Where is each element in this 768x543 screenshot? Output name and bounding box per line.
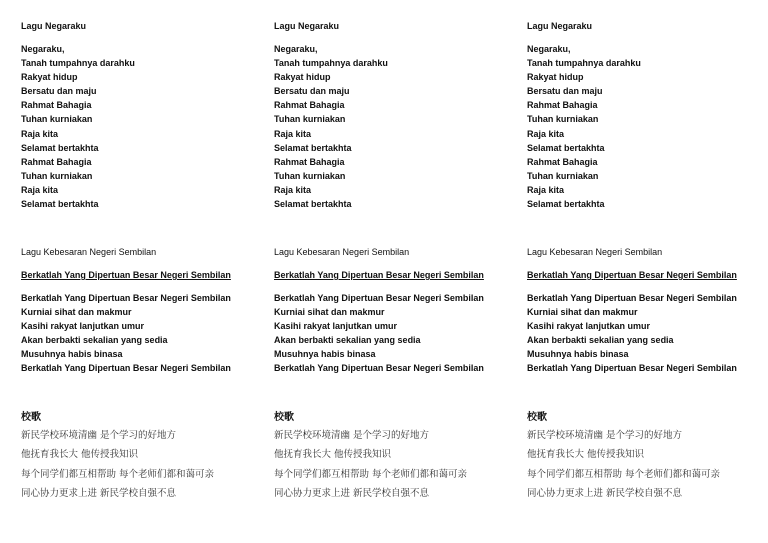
lyric-line: Rahmat Bahagia bbox=[21, 156, 92, 167]
anthem-lyrics bbox=[274, 42, 388, 211]
lyric-line: Raja kita bbox=[21, 184, 59, 195]
school-song-title: 校歌 bbox=[274, 412, 294, 423]
lyric-line: Tuhan kurniakan bbox=[21, 114, 93, 125]
lyric-line: 同心协力更求上进 新民学校自强不息 bbox=[274, 487, 430, 499]
lyric-line: Rahmat Bahagia bbox=[527, 156, 598, 167]
lyric-line: Akan berbakti sekalian yang sedia bbox=[274, 335, 421, 346]
lyric-line: Rahmat Bahagia bbox=[21, 100, 92, 111]
lyric-line: Bersatu dan maju bbox=[527, 86, 603, 97]
lyric-line: Berkatlah Yang Dipertuan Besar Negeri Sembilan bbox=[274, 293, 484, 303]
lyric-line: Musuhnya habis binasa bbox=[527, 349, 629, 360]
lyric-line: Selamat bertakhta bbox=[21, 199, 99, 210]
lyric-line: Selamat bertakhta bbox=[274, 199, 352, 210]
lyric-line: Rahmat Bahagia bbox=[527, 100, 598, 111]
state-anthem-lyrics bbox=[21, 291, 231, 376]
lyric-line: 每个同学们都互相帮助 每个老师们都和蔼可亲 bbox=[21, 468, 215, 480]
lyric-line: Bersatu dan maju bbox=[21, 86, 97, 97]
lyric-line: 新民学校环境清幽 是个学习的好地方 bbox=[527, 430, 683, 441]
school-song-title: 校歌 bbox=[527, 412, 547, 423]
lyric-line: Berkatlah Yang Dipertuan Besar Negeri Sembilan bbox=[21, 363, 231, 374]
anthem-lyrics bbox=[21, 42, 135, 211]
lyric-line: Raja kita bbox=[527, 128, 565, 139]
anthem-title: Lagu Negaraku bbox=[274, 21, 340, 31]
lyric-line: Negaraku, bbox=[274, 44, 318, 54]
state-anthem-title: Lagu Kebesaran Negeri Sembilan bbox=[274, 247, 410, 257]
lyric-line: Raja kita bbox=[527, 184, 565, 195]
lyric-line: Tanah tumpahnya darahku bbox=[21, 58, 135, 69]
lyric-line: 新民学校环境清幽 是个学习的好地方 bbox=[21, 430, 177, 441]
lyric-line: 新民学校环境清幽 是个学习的好地方 bbox=[274, 430, 430, 441]
state-anthem-lyrics bbox=[274, 291, 484, 376]
lyric-line: Tuhan kurniakan bbox=[274, 114, 346, 125]
lyric-line: Tuhan kurniakan bbox=[21, 170, 93, 181]
lyric-line: Negaraku, bbox=[527, 44, 571, 54]
school-song-lyrics bbox=[527, 426, 720, 503]
school-song-lyrics bbox=[21, 426, 214, 503]
school-song-lyrics bbox=[274, 426, 467, 503]
lyric-line: Selamat bertakhta bbox=[527, 142, 605, 153]
lyric-line: 他抚育我长大 他传授我知识 bbox=[274, 449, 392, 461]
anthem-title: Lagu Negaraku bbox=[527, 21, 593, 31]
lyric-line: Tuhan kurniakan bbox=[274, 170, 346, 181]
lyric-line: Rakyat hidup bbox=[274, 72, 331, 83]
anthem-lyrics bbox=[527, 42, 641, 211]
lyric-line: Berkatlah Yang Dipertuan Besar Negeri Sembilan bbox=[527, 363, 737, 374]
lyric-line: Musuhnya habis binasa bbox=[274, 349, 376, 360]
lyric-line: 同心协力更求上进 新民学校自强不息 bbox=[21, 487, 177, 499]
lyric-line: Berkatlah Yang Dipertuan Besar Negeri Sembilan bbox=[21, 293, 231, 303]
lyric-line: Tuhan kurniakan bbox=[527, 170, 599, 181]
lyric-line: Kasihi rakyat lanjutkan umur bbox=[527, 321, 651, 332]
state-anthem-subtitle: Berkatlah Yang Dipertuan Besar Negeri Sembilan bbox=[21, 270, 231, 280]
lyric-line: Rahmat Bahagia bbox=[274, 100, 345, 111]
state-anthem-subtitle: Berkatlah Yang Dipertuan Besar Negeri Sembilan bbox=[527, 270, 737, 280]
state-anthem-lyrics bbox=[527, 291, 737, 376]
lyric-line: Tanah tumpahnya darahku bbox=[274, 58, 388, 69]
anthem-title: Lagu Negaraku bbox=[21, 21, 87, 31]
lyric-line: Tuhan kurniakan bbox=[527, 114, 599, 125]
state-anthem-subtitle: Berkatlah Yang Dipertuan Besar Negeri Sembilan bbox=[274, 270, 484, 280]
lyric-line: Negaraku, bbox=[21, 44, 65, 54]
state-anthem-title: Lagu Kebesaran Negeri Sembilan bbox=[21, 247, 157, 257]
lyric-line: Selamat bertakhta bbox=[21, 142, 99, 153]
lyric-line: Berkatlah Yang Dipertuan Besar Negeri Sembilan bbox=[274, 363, 484, 374]
lyric-line: Selamat bertakhta bbox=[527, 199, 605, 210]
lyric-line: Kurniai sihat dan makmur bbox=[274, 307, 385, 318]
lyric-line: 他抚育我长大 他传授我知识 bbox=[527, 449, 645, 461]
lyric-line: Bersatu dan maju bbox=[274, 86, 350, 97]
lyric-line: 同心协力更求上进 新民学校自强不息 bbox=[527, 487, 683, 499]
lyric-line: Selamat bertakhta bbox=[274, 142, 352, 153]
state-anthem-title: Lagu Kebesaran Negeri Sembilan bbox=[527, 247, 663, 257]
school-song-title: 校歌 bbox=[21, 412, 41, 423]
lyric-line: 他抚育我长大 他传授我知识 bbox=[21, 449, 139, 461]
lyric-line: Kasihi rakyat lanjutkan umur bbox=[274, 321, 398, 332]
lyric-line: 每个同学们都互相帮助 每个老师们都和蔼可亲 bbox=[274, 468, 468, 480]
lyric-line: Raja kita bbox=[21, 128, 59, 139]
lyric-line: Kurniai sihat dan makmur bbox=[527, 307, 638, 318]
lyric-line: Berkatlah Yang Dipertuan Besar Negeri Sembilan bbox=[527, 293, 737, 303]
lyric-line: 每个同学们都互相帮助 每个老师们都和蔼可亲 bbox=[527, 468, 721, 480]
lyric-line: Kasihi rakyat lanjutkan umur bbox=[21, 321, 145, 332]
lyric-line: Tanah tumpahnya darahku bbox=[527, 58, 641, 69]
lyric-line: Rahmat Bahagia bbox=[274, 156, 345, 167]
lyric-line: Kurniai sihat dan makmur bbox=[21, 307, 132, 318]
lyric-line: Rakyat hidup bbox=[21, 72, 78, 83]
lyric-line: Musuhnya habis binasa bbox=[21, 349, 123, 360]
lyric-line: Raja kita bbox=[274, 128, 312, 139]
lyric-line: Akan berbakti sekalian yang sedia bbox=[527, 335, 674, 346]
lyric-line: Raja kita bbox=[274, 184, 312, 195]
lyric-line: Rakyat hidup bbox=[527, 72, 584, 83]
lyric-line: Akan berbakti sekalian yang sedia bbox=[21, 335, 168, 346]
